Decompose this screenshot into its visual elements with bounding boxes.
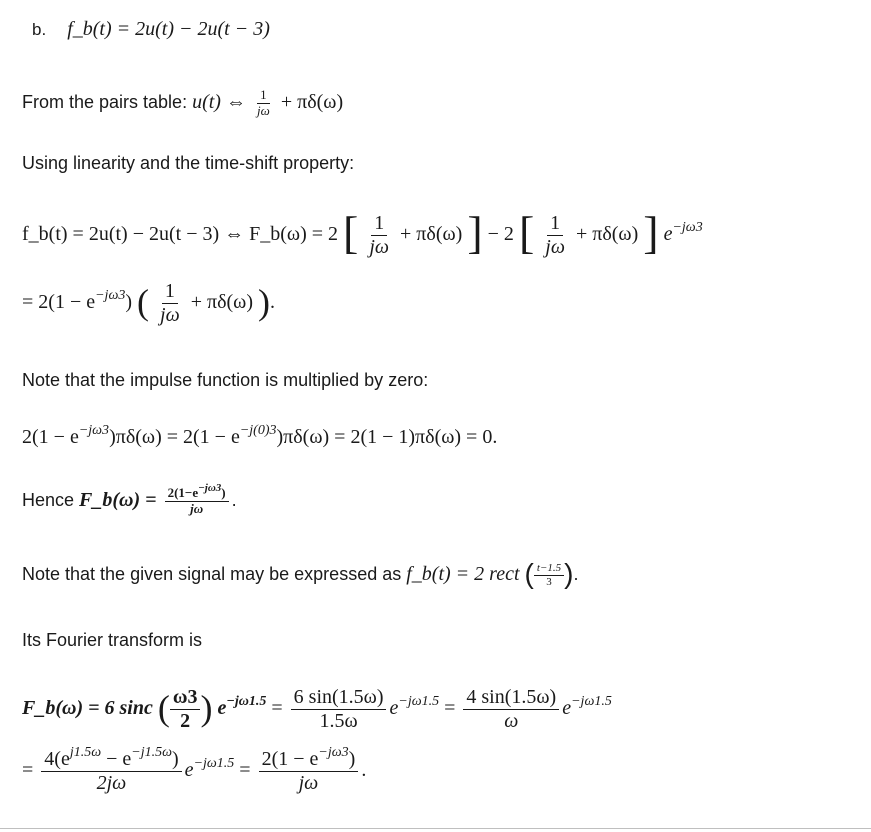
f4-num-b: − e [101, 748, 132, 770]
rect-open-paren: ( [524, 557, 534, 589]
close-bracket-1: ] [467, 207, 483, 259]
rect-frac-num: t−1.5 [534, 562, 564, 576]
sinc-fraction [170, 686, 201, 733]
f4-num-c: ) [172, 748, 179, 770]
rect-note-line [22, 557, 579, 589]
sinc-den: 2 [180, 710, 191, 732]
final-frac-5-num [259, 745, 359, 772]
hence-num [165, 482, 229, 502]
derivation-frac-2 [542, 212, 568, 259]
derivation-line2-exp: −jω3 [95, 288, 126, 304]
final-frac-3-num: 4 sin(1.5ω) [463, 686, 559, 710]
fourier-intro: Its Fourier transform is [22, 630, 203, 650]
derivation-minus-two: − 2 [487, 223, 514, 246]
final-eq-1: = [271, 697, 283, 720]
open-paren: ( [137, 282, 150, 323]
part-heading [32, 18, 270, 41]
impulse-eq-exp-2: −j(0)3 [239, 423, 277, 438]
final-frac-2-den: 1.5ω [319, 710, 358, 732]
hence-lhs: F_b(ω) = [79, 489, 157, 512]
derivation-bracket-tail-1: + πδ(ω) [400, 223, 463, 246]
f4-num-exp-2: −j1.5ω [131, 745, 172, 760]
impulse-eq-part-3: )πδ(ω) = 2(1 − 1)πδ(ω) = 0. [276, 426, 498, 448]
rect-frac-den: 3 [546, 575, 552, 588]
f4-num-a: 4(e [44, 748, 70, 770]
final-frac-3 [463, 686, 559, 733]
final-exp-1: −jω1.5 [226, 694, 267, 710]
derivation-exp: −jω3 [672, 220, 703, 236]
f5-num-c: ) [348, 748, 356, 770]
final-frac-2-num: 6 sin(1.5ω) [291, 686, 387, 710]
impulse-eq-part-1: 2(1 − e [22, 426, 79, 448]
derivation-line2-prefix: = 2(1 − e [22, 291, 96, 314]
derivation-frac-3 [157, 280, 183, 327]
close-bracket-2: ] [643, 207, 659, 259]
final-frac-4-den: 2jω [96, 772, 127, 794]
derivation-line2-period: . [270, 291, 275, 314]
rect-lhs: f_b(t) = 2 rect [406, 562, 520, 585]
hence-period: . [231, 490, 237, 511]
final-eq-3: = [239, 759, 251, 782]
open-bracket-1: [ [343, 207, 359, 259]
hence-line [22, 482, 237, 517]
derivation-line-1: f_b(t) = 2u(t) − 2u(t − 3) ⇔ F_b(ω) = 2 [ $\frac{1}{j\omega}$ + πδ(ω) ] − 2 [ $\frac{1}{j\omega}$ + πδ(ω) ] $e^{-j\omega 3}$ [22, 207, 703, 259]
pairs-tail: + πδ(ω) [280, 91, 344, 114]
f5-num-a: 2(1 − e [261, 748, 319, 770]
part-definition: f_b(t) = 2u(t) − 2u(t − 3) [67, 18, 270, 40]
final-frac-5-den: jω [298, 772, 319, 794]
f4-num-exp-1: j1.5ω [69, 745, 102, 760]
hence-num-text: 2(1−e [167, 485, 199, 500]
pairs-fraction [254, 88, 273, 119]
derivation-line-2 [22, 280, 275, 327]
sinc-open-paren: ( [157, 688, 170, 729]
derivation-frac-3-num: 1 [162, 280, 178, 304]
final-eq-2: = [444, 697, 456, 720]
final-lhs: F_b(ω) = 6 sinc [22, 697, 153, 720]
final-frac-4 [41, 745, 181, 795]
rect-close-paren: ) [564, 557, 574, 589]
sinc-num: ω3 [170, 686, 201, 710]
bottom-divider [0, 828, 871, 829]
final-frac-2 [291, 686, 387, 733]
hence-den: jω [190, 500, 204, 516]
final-frac-4-num [41, 745, 181, 772]
rect-fraction [534, 562, 564, 588]
final-period: . [361, 759, 367, 782]
final-frac-5 [259, 745, 359, 795]
pairs-frac-num: 1 [257, 88, 270, 104]
final-line-1: F_b(ω) = 6 sinc ( $\frac{\omega 3}{2}$ ) $e^{-j\omega 1.5}$ = $\frac{6 \sin(1.5\omega)}{1.5\omega}$ $e^{-j\omega 1.5}$ = $\frac{4 \sin(1.5\omega)}{\omega}$ $e^{-j\omega 1.5}$ [22, 686, 612, 732]
final-frac-3-den: ω [504, 710, 519, 732]
derivation-lhs: f_b(t) = 2u(t) − 2u(t − 3) ⇔ F_b(ω) = 2 [22, 223, 339, 246]
rect-note-text: Note that the given signal may be expressed as [22, 563, 402, 584]
open-bracket-2: [ [518, 207, 535, 259]
derivation-frac-2-den: jω [545, 236, 565, 258]
final-exp-2: −jω1.5 [398, 694, 440, 710]
close-paren: ) [258, 282, 270, 323]
derivation-bracket-tail-3: + πδ(ω) [190, 291, 253, 314]
part-label: b. [32, 20, 47, 39]
derivation-frac-1-den: jω [369, 236, 390, 258]
derivation-frac-1-num: 1 [371, 212, 387, 236]
derivation-bracket-tail-2: + πδ(ω) [575, 223, 639, 246]
derivation-line2-close: ) [125, 291, 133, 314]
derivation-frac-1 [366, 212, 392, 259]
impulse-equation [22, 423, 498, 449]
final-line-2: = $\frac{4(e^{j1.5\omega} - e^{-j1.5\omega})}{2j\omega}$ $e^{-j\omega 1.5}$ = $\frac{2(1 - e^{-j\omega 3})}{j\omega}$ . [22, 745, 367, 794]
pairs-table-line [22, 88, 343, 119]
derivation-frac-2-num: 1 [547, 212, 563, 236]
rect-period: . [573, 563, 579, 584]
impulse-eq-part-2: )πδ(ω) = 2(1 − e [109, 426, 240, 448]
f5-num-exp: −jω3 [318, 745, 349, 760]
linearity-text: Using linearity and the time-shift property: [22, 153, 355, 173]
final-exp-3: −jω1.5 [571, 694, 612, 710]
sinc-close-paren: ) [200, 688, 213, 729]
pairs-frac-den: jω [257, 102, 270, 118]
impulse-note: Note that the impulse function is multiplied by zero: [22, 370, 429, 390]
final-line2-eq: = [22, 759, 34, 782]
final-exp-4: −jω1.5 [193, 756, 235, 772]
derivation-frac-3-den: jω [160, 304, 180, 326]
pairs-lhs: u(t) ⇔ [192, 91, 246, 114]
hence-num-close: ) [221, 485, 226, 500]
hence-num-exp: −jω3 [198, 482, 222, 494]
pairs-intro: From the pairs table: [22, 92, 188, 113]
impulse-eq-exp-1: −jω3 [78, 423, 110, 438]
hence-text: Hence [22, 490, 75, 511]
hence-fraction [165, 482, 229, 517]
